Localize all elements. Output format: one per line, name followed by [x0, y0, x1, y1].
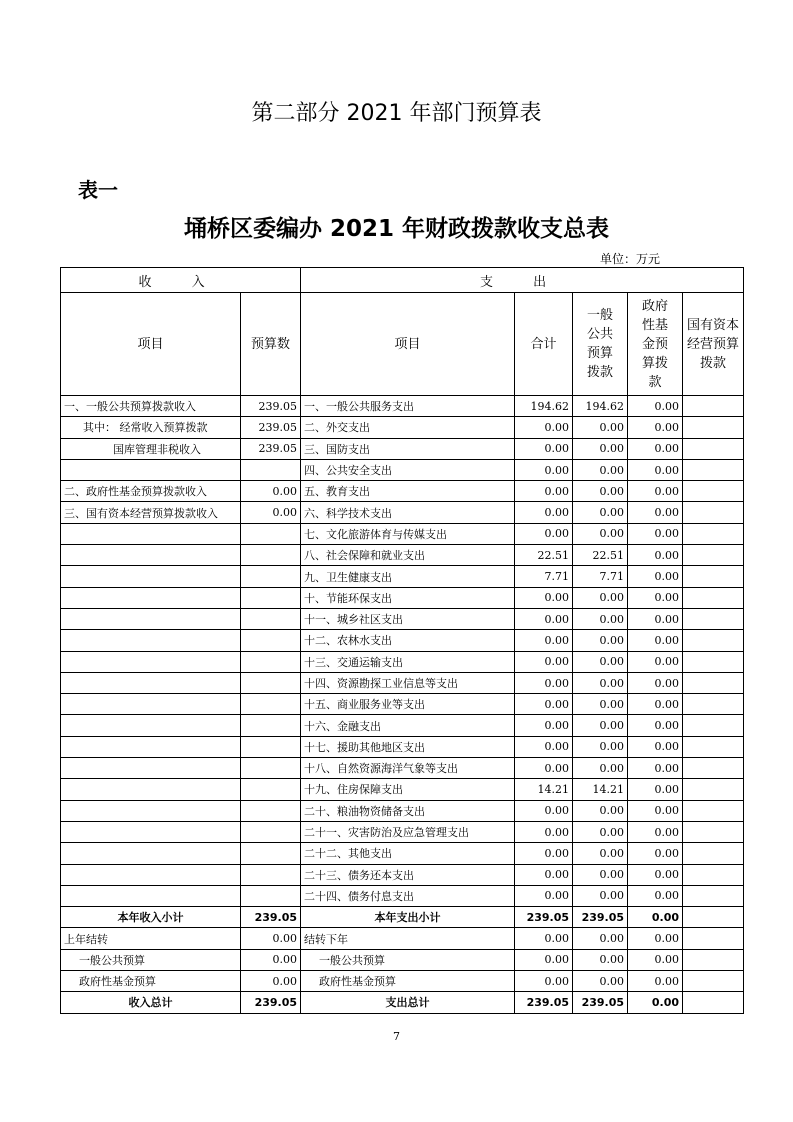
cell-general: 0.00 [573, 971, 628, 992]
cell-in-val: 239.05 [241, 396, 301, 417]
cell-in-item [61, 651, 241, 672]
cell-general: 239.05 [573, 907, 628, 928]
cell-in-val [241, 758, 301, 779]
budget-amount-header: 预算数 [241, 293, 301, 396]
cell-capital [683, 928, 744, 949]
general-public-header: 一般公共预算拨款 [573, 293, 628, 396]
cell-capital [683, 843, 744, 864]
cell-capital [683, 587, 744, 608]
cell-total: 194.62 [515, 396, 573, 417]
cell-capital [683, 949, 744, 970]
cell-total: 0.00 [515, 481, 573, 502]
cell-capital [683, 481, 744, 502]
cell-general: 0.00 [573, 864, 628, 885]
expense-section-header: 支 出 [301, 268, 744, 293]
cell-general: 0.00 [573, 736, 628, 757]
cell-in-item [61, 821, 241, 842]
cell-in-item [61, 672, 241, 693]
cell-in-item: 国库管理非税收入 [61, 438, 241, 459]
cell-general: 14.21 [573, 779, 628, 800]
cell-general: 0.00 [573, 885, 628, 906]
table-row [61, 587, 744, 608]
cell-ex-item: 十三、交通运输支出 [301, 651, 515, 672]
cell-fund: 0.00 [628, 438, 683, 459]
cell-general: 0.00 [573, 523, 628, 544]
cell-capital [683, 821, 744, 842]
cell-general: 0.00 [573, 949, 628, 970]
table-row [61, 502, 744, 523]
cell-fund: 0.00 [628, 566, 683, 587]
cell-total: 0.00 [515, 736, 573, 757]
cell-total: 0.00 [515, 928, 573, 949]
cell-general: 0.00 [573, 928, 628, 949]
cell-capital [683, 779, 744, 800]
table-row [61, 694, 744, 715]
cell-in-item: 一般公共预算 [61, 949, 241, 970]
cell-ex-item: 八、社会保障和就业支出 [301, 545, 515, 566]
cell-capital [683, 971, 744, 992]
cell-in-val [241, 843, 301, 864]
cell-in-item [61, 694, 241, 715]
table-row [61, 758, 744, 779]
cell-fund: 0.00 [628, 502, 683, 523]
cell-general: 0.00 [573, 672, 628, 693]
cell-in-val: 0.00 [241, 971, 301, 992]
cell-in-val: 239.05 [241, 992, 301, 1013]
cell-ex-item: 十七、援助其他地区支出 [301, 736, 515, 757]
cell-ex-item: 十八、自然资源海洋气象等支出 [301, 758, 515, 779]
income-section-header: 收 入 [61, 268, 301, 293]
cell-general: 0.00 [573, 417, 628, 438]
table-row [61, 417, 744, 438]
cell-in-val [241, 821, 301, 842]
table-row [61, 630, 744, 651]
table-row [61, 736, 744, 757]
cell-in-item: 三、国有资本经营预算拨款收入 [61, 502, 241, 523]
cell-capital [683, 459, 744, 480]
cell-general: 0.00 [573, 758, 628, 779]
total-header: 合计 [515, 293, 573, 396]
table-label: 表一 [78, 178, 118, 202]
cell-ex-item: 本年支出小计 [301, 907, 515, 928]
cell-capital [683, 694, 744, 715]
cell-fund: 0.00 [628, 481, 683, 502]
cell-ex-item: 十九、住房保障支出 [301, 779, 515, 800]
table-row [61, 864, 744, 885]
cell-fund: 0.00 [628, 928, 683, 949]
cell-fund: 0.00 [628, 630, 683, 651]
table-row [61, 459, 744, 480]
cell-fund: 0.00 [628, 971, 683, 992]
cell-in-item [61, 545, 241, 566]
cell-ex-item: 十四、资源勘探工业信息等支出 [301, 672, 515, 693]
cell-general: 194.62 [573, 396, 628, 417]
cell-ex-item: 二十三、债务还本支出 [301, 864, 515, 885]
cell-in-val: 0.00 [241, 481, 301, 502]
cell-fund: 0.00 [628, 608, 683, 629]
main-title: 埇桥区委编办 2021 年财政拨款收支总表 [183, 216, 610, 242]
cell-in-item: 二、政府性基金预算拨款收入 [61, 481, 241, 502]
table-row [61, 523, 744, 544]
cell-total: 0.00 [515, 694, 573, 715]
cell-capital [683, 715, 744, 736]
income-item-header: 项目 [61, 293, 241, 396]
cell-in-val [241, 672, 301, 693]
cell-general: 22.51 [573, 545, 628, 566]
cell-total: 0.00 [515, 758, 573, 779]
table-row [61, 481, 744, 502]
cell-in-item [61, 630, 241, 651]
cell-in-item: 收入总计 [61, 992, 241, 1013]
cell-general: 0.00 [573, 587, 628, 608]
cell-fund: 0.00 [628, 779, 683, 800]
cell-total: 0.00 [515, 949, 573, 970]
cell-in-val: 0.00 [241, 502, 301, 523]
cell-in-item [61, 843, 241, 864]
part-title: 第二部分 2021 年部门预算表 [251, 101, 542, 126]
cell-general: 239.05 [573, 992, 628, 1013]
table-row [61, 566, 744, 587]
cell-capital [683, 672, 744, 693]
cell-general: 0.00 [573, 438, 628, 459]
cell-in-val [241, 736, 301, 757]
cell-ex-item: 十五、商业服务业等支出 [301, 694, 515, 715]
cell-total: 0.00 [515, 715, 573, 736]
cell-total: 239.05 [515, 907, 573, 928]
table-row [61, 843, 744, 864]
cell-in-val [241, 587, 301, 608]
cell-in-item [61, 758, 241, 779]
table-row [61, 608, 744, 629]
table-row [61, 800, 744, 821]
cell-total: 0.00 [515, 630, 573, 651]
cell-in-item [61, 864, 241, 885]
cell-in-item [61, 800, 241, 821]
cell-in-val [241, 566, 301, 587]
cell-in-val: 0.00 [241, 928, 301, 949]
table-row [61, 438, 744, 459]
cell-ex-item: 六、科学技术支出 [301, 502, 515, 523]
cell-total: 14.21 [515, 779, 573, 800]
cell-in-item [61, 736, 241, 757]
table-row [61, 672, 744, 693]
cell-total: 0.00 [515, 417, 573, 438]
cell-fund: 0.00 [628, 992, 683, 1013]
cell-in-item [61, 459, 241, 480]
cell-in-item [61, 715, 241, 736]
cell-ex-item: 二、外交支出 [301, 417, 515, 438]
cell-fund: 0.00 [628, 459, 683, 480]
cell-in-item: 上年结转 [61, 928, 241, 949]
cell-ex-item: 政府性基金预算 [301, 971, 515, 992]
cell-total: 0.00 [515, 651, 573, 672]
cell-total: 0.00 [515, 885, 573, 906]
cell-capital [683, 396, 744, 417]
cell-in-val [241, 715, 301, 736]
cell-total: 239.05 [515, 992, 573, 1013]
cell-fund: 0.00 [628, 523, 683, 544]
cell-capital [683, 885, 744, 906]
cell-fund: 0.00 [628, 672, 683, 693]
cell-capital [683, 992, 744, 1013]
table-row [61, 651, 744, 672]
table-row [61, 396, 744, 417]
table-row [61, 885, 744, 906]
cell-ex-item: 一般公共预算 [301, 949, 515, 970]
expense-item-header: 项目 [301, 293, 515, 396]
cell-general: 0.00 [573, 715, 628, 736]
cell-fund: 0.00 [628, 864, 683, 885]
cell-in-val: 239.05 [241, 438, 301, 459]
cell-ex-item: 九、卫生健康支出 [301, 566, 515, 587]
cell-fund: 0.00 [628, 821, 683, 842]
cell-capital [683, 566, 744, 587]
cell-general: 7.71 [573, 566, 628, 587]
table-body [61, 396, 744, 1014]
cell-in-val: 239.05 [241, 907, 301, 928]
cell-capital [683, 417, 744, 438]
cell-fund: 0.00 [628, 907, 683, 928]
cell-total: 0.00 [515, 800, 573, 821]
cell-ex-item: 十、节能环保支出 [301, 587, 515, 608]
cell-ex-item: 一、一般公共服务支出 [301, 396, 515, 417]
cell-in-item [61, 885, 241, 906]
cell-ex-item: 十一、城乡社区支出 [301, 608, 515, 629]
carry-row [61, 928, 744, 949]
page-number: 7 [393, 1030, 400, 1043]
cell-fund: 0.00 [628, 736, 683, 757]
cell-total: 0.00 [515, 438, 573, 459]
cell-in-item: 本年收入小计 [61, 907, 241, 928]
cell-in-item [61, 779, 241, 800]
cell-capital [683, 523, 744, 544]
cell-general: 0.00 [573, 502, 628, 523]
cell-capital [683, 864, 744, 885]
cell-capital [683, 438, 744, 459]
cell-in-item [61, 566, 241, 587]
cell-general: 0.00 [573, 821, 628, 842]
cell-capital [683, 545, 744, 566]
cell-total: 0.00 [515, 502, 573, 523]
cell-total: 0.00 [515, 608, 573, 629]
cell-ex-item: 五、教育支出 [301, 481, 515, 502]
cell-capital [683, 800, 744, 821]
budget-table [60, 267, 744, 1014]
cell-fund: 0.00 [628, 587, 683, 608]
cell-ex-item: 二十、粮油物资储备支出 [301, 800, 515, 821]
cell-capital [683, 758, 744, 779]
state-capital-header: 国有资本经营预算拨款 [683, 293, 744, 396]
cell-fund: 0.00 [628, 694, 683, 715]
cell-total: 22.51 [515, 545, 573, 566]
cell-total: 0.00 [515, 843, 573, 864]
cell-fund: 0.00 [628, 651, 683, 672]
cell-total: 0.00 [515, 672, 573, 693]
cell-in-val [241, 864, 301, 885]
cell-general: 0.00 [573, 843, 628, 864]
cell-ex-item: 支出总计 [301, 992, 515, 1013]
cell-general: 0.00 [573, 608, 628, 629]
carry-row [61, 971, 744, 992]
table-row [61, 779, 744, 800]
cell-in-item: 其中： 经常收入预算拨款 [61, 417, 241, 438]
cell-in-item [61, 523, 241, 544]
cell-capital [683, 736, 744, 757]
cell-total: 0.00 [515, 971, 573, 992]
cell-ex-item: 七、文化旅游体育与传媒支出 [301, 523, 515, 544]
carry-row [61, 949, 744, 970]
cell-capital [683, 608, 744, 629]
cell-fund: 0.00 [628, 417, 683, 438]
cell-in-val [241, 694, 301, 715]
cell-general: 0.00 [573, 630, 628, 651]
cell-in-item: 一、一般公共预算拨款收入 [61, 396, 241, 417]
cell-total: 0.00 [515, 821, 573, 842]
cell-fund: 0.00 [628, 545, 683, 566]
cell-ex-item: 二十二、其他支出 [301, 843, 515, 864]
cell-in-val [241, 630, 301, 651]
cell-general: 0.00 [573, 651, 628, 672]
cell-general: 0.00 [573, 800, 628, 821]
cell-in-val [241, 885, 301, 906]
cell-total: 0.00 [515, 459, 573, 480]
cell-in-val [241, 800, 301, 821]
table-row [61, 545, 744, 566]
table-row [61, 715, 744, 736]
cell-general: 0.00 [573, 459, 628, 480]
cell-in-val [241, 523, 301, 544]
cell-general: 0.00 [573, 694, 628, 715]
cell-ex-item: 三、国防支出 [301, 438, 515, 459]
subtotal-row [61, 907, 744, 928]
cell-in-item [61, 608, 241, 629]
cell-fund: 0.00 [628, 885, 683, 906]
cell-in-item [61, 587, 241, 608]
cell-fund: 0.00 [628, 715, 683, 736]
cell-fund: 0.00 [628, 843, 683, 864]
cell-in-val [241, 608, 301, 629]
cell-in-val: 0.00 [241, 949, 301, 970]
cell-general: 0.00 [573, 481, 628, 502]
cell-capital [683, 502, 744, 523]
cell-ex-item: 二十四、债务付息支出 [301, 885, 515, 906]
cell-ex-item: 十二、农林水支出 [301, 630, 515, 651]
cell-in-item: 政府性基金预算 [61, 971, 241, 992]
gov-fund-header: 政府性基金预算拨款 [628, 293, 683, 396]
cell-ex-item: 十六、金融支出 [301, 715, 515, 736]
cell-fund: 0.00 [628, 949, 683, 970]
cell-capital [683, 907, 744, 928]
cell-ex-item: 四、公共安全支出 [301, 459, 515, 480]
cell-fund: 0.00 [628, 800, 683, 821]
cell-total: 0.00 [515, 523, 573, 544]
cell-fund: 0.00 [628, 758, 683, 779]
cell-total: 0.00 [515, 587, 573, 608]
cell-total: 7.71 [515, 566, 573, 587]
cell-in-val [241, 459, 301, 480]
unit-label: 单位：万元 [600, 252, 661, 266]
cell-fund: 0.00 [628, 396, 683, 417]
cell-capital [683, 651, 744, 672]
cell-total: 0.00 [515, 864, 573, 885]
grand-total-row [61, 992, 744, 1013]
cell-capital [683, 630, 744, 651]
cell-in-val [241, 779, 301, 800]
cell-in-val [241, 651, 301, 672]
cell-ex-item: 结转下年 [301, 928, 515, 949]
table-row [61, 821, 744, 842]
cell-in-val [241, 545, 301, 566]
cell-ex-item: 二十一、灾害防治及应急管理支出 [301, 821, 515, 842]
cell-in-val: 239.05 [241, 417, 301, 438]
